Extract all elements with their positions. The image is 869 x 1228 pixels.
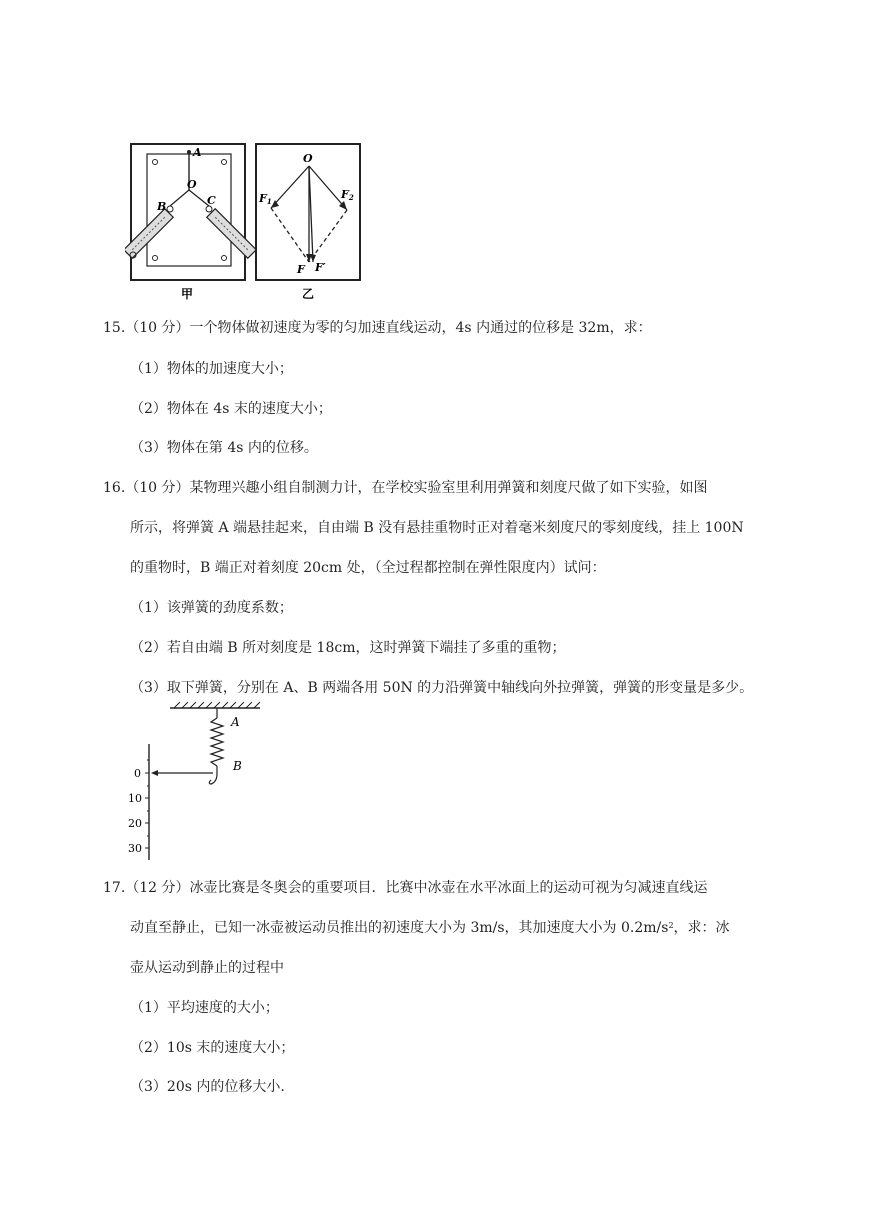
spring-scale-b [125,206,173,258]
caption-jia: 甲 [181,287,194,301]
label-b: B [157,200,167,213]
q17-stem-line-2-sup: 2 [668,921,674,930]
q17-part-1: （1）平均速度的大小； [130,1000,279,1016]
caption-yi: 乙 [302,287,315,301]
q15-part-1: （1）物体的加速度大小； [130,361,293,377]
label-c: C [207,194,216,207]
q16-part-1: （1）该弹簧的劲度系数； [130,600,293,616]
ruler-tick-10: 10 [128,792,142,805]
svg-text:F2 [340,188,354,202]
q16-part-3: （3）取下弹簧，分别在 A、B 两端各用 50N 的力沿弹簧中轴线向外拉弹簧，弹簧的形变量是多少。 [130,680,754,696]
ruler-tick-30: 30 [128,842,142,855]
q16-stem-line-3: 的重物时，B 端正对着刻度 20cm 处，（全过程都控制在弹性限度内）试问： [130,560,606,576]
spring-label-a: A [231,715,240,729]
force-experiment-figure [125,138,370,303]
label-f1: F [259,192,267,205]
q17-stem-line-3: 壶从运动到静止的过程中 [130,960,284,976]
label-f: F [297,263,305,276]
q16-part-2: （2）若自由端 B 所对刻度是 18cm，这时弹簧下端挂了多重的重物； [130,640,566,656]
q17-stem-line-1: 17.（12 分）冰壶比赛是冬奥会的重要项目．比赛中冰壶在水平冰面上的运动可视为匀减速直线运 [103,880,708,896]
spring-ruler-figure [125,700,275,862]
q17-stem-line-2-tail: ，求：冰 [673,920,730,936]
q17-part-2: （2）10s 末的速度大小； [130,1040,295,1056]
q17-stem-line-2-text: 动直至静止，已知一冰壶被运动员推出的初速度大小为 3m/s，其加速度大小为 0.2m/s [130,920,669,936]
svg-text:F1 [258,192,272,206]
label-o-right: O [303,152,313,165]
ruler-tick-20: 20 [128,817,142,830]
label-f-prime: F′ [315,261,326,274]
q16-stem-line-2: 所示，将弹簧 A 端悬挂起来，自由端 B 没有悬挂重物时正对着毫米刻度尺的零刻度线，挂上 100N [130,520,744,536]
label-f1-sub: 1 [266,197,272,206]
spring-label-b: B [233,759,242,773]
label-f2: F [341,188,349,201]
q15-part-3: （3）物体在第 4s 内的位移。 [130,440,318,456]
q15-part-2: （2）物体在 4s 末的速度大小； [130,401,332,417]
ruler-tick-0: 0 [134,767,141,780]
q17-stem-line-2 [130,918,730,938]
q15-stem: 15.（10 分）一个物体做初速度为零的匀加速直线运动，4s 内通过的位移是 32m，求： [103,320,652,336]
label-f2-sub: 2 [348,193,354,202]
label-o: O [187,178,197,191]
panel-jia-frame [131,144,245,280]
label-a: A [193,146,202,159]
q17-part-3: （3）20s 内的位移大小. [130,1079,285,1095]
q16-stem-line-1: 16.（10 分）某物理兴趣小组自制测力计，在学校实验室里利用弹簧和刻度尺做了如下实验，如图 [103,480,708,496]
